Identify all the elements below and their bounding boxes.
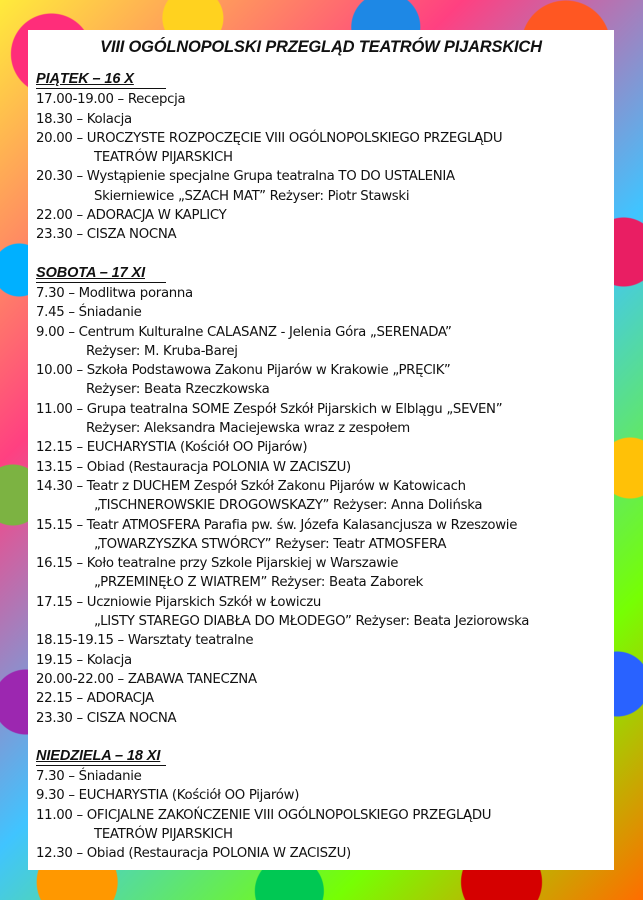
schedule-entry-continuation: TEATRÓW PIJARSKICH (94, 150, 233, 166)
schedule-entry: 17.15 – Uczniowie Pijarskich Szkół w Łowiczu (36, 594, 322, 610)
schedule-entry: 20.00 – UROCZYSTE ROZPOCZĘCIE VIII OGÓLNOPOLSKIEGO PRZEGLĄDU (36, 130, 503, 146)
schedule-entry: 14.30 – Teatr z DUCHEM Zespół Szkół Zakonu Pijarów w Katowicach (36, 478, 466, 494)
day-heading-saturday: SOBOTA – 17 XI (36, 264, 145, 281)
day-heading-sunday: NIEDZIELA – 18 XI (36, 747, 161, 764)
schedule-entry-continuation: Reżyser: Beata Rzeczkowska (86, 382, 270, 398)
schedule-entry-continuation: „TISCHNEROWSKIE DROGOWSKAZY” Reżyser: Anna Dolińska (94, 498, 483, 514)
schedule-entry: 7.45 – Śniadanie (36, 305, 142, 321)
schedule-entry: 20.00-22.00 – ZABAWA TANECZNA (36, 671, 257, 687)
schedule-content (36, 70, 611, 864)
schedule-entry: 16.15 – Koło teatralne przy Szkole Pijarskiej w Warszawie (36, 556, 399, 572)
schedule-entry: 11.00 – OFICJALNE ZAKOŃCZENIE VIII OGÓLNOPOLSKIEGO PRZEGLĄDU (36, 807, 492, 823)
schedule-entry: 11.00 – Grupa teatralna SOME Zespół Szkół Pijarskich w Elblągu „SEVEN” (36, 401, 503, 417)
schedule-entry: 22.00 – ADORACJA W KAPLICY (36, 208, 227, 224)
schedule-entry: 7.30 – Modlitwa poranna (36, 285, 193, 301)
spacer (36, 245, 611, 264)
schedule-entry: 23.30 – CISZA NOCNA (36, 710, 177, 726)
schedule-entry: 12.15 – EUCHARYSTIA (Kościół OO Pijarów) (36, 440, 308, 456)
schedule-entry: 22.15 – ADORACJA (36, 691, 154, 707)
schedule-panel (28, 30, 614, 870)
schedule-entry: 15.15 – Teatr ATMOSFERA Parafia pw. św. Józefa Kalasancjusza w Rzeszowie (36, 517, 518, 533)
schedule-entry-continuation: TEATRÓW PIJARSKICH (94, 826, 233, 842)
schedule-entry-continuation: Reżyser: Aleksandra Maciejewska wraz z zespołem (86, 421, 410, 437)
schedule-entry: 9.00 – Centrum Kulturalne CALASANZ - Jelenia Góra „SERENADA” (36, 324, 452, 340)
schedule-entry: 9.30 – EUCHARYSTIA (Kościół OO Pijarów) (36, 788, 300, 804)
schedule-entry-continuation: Reżyser: M. Kruba-Barej (86, 343, 238, 359)
schedule-entry: 13.15 – Obiad (Restauracja POLONIA W ZACISZU) (36, 459, 351, 475)
page-title: VIII OGÓLNOPOLSKI PRZEGLĄD TEATRÓW PIJARSKICH (100, 38, 542, 56)
schedule-entry-continuation: „PRZEMINĘŁO Z WIATREM” Reżyser: Beata Zaborek (94, 575, 424, 591)
day-heading-friday: PIĄTEK – 16 X (36, 71, 134, 87)
schedule-entry: 17.00-19.00 – Recepcja (36, 92, 186, 108)
schedule-entry-continuation: „TOWARZYSZKA STWÓRCY” Reżyser: Teatr ATMOSFERA (94, 536, 447, 552)
spacer (36, 728, 611, 747)
schedule-entry: 12.30 – Obiad (Restauracja POLONIA W ZACISZU) (36, 846, 351, 862)
schedule-entry-continuation: Skierniewice „SZACH MAT” Reżyser: Piotr Stawski (94, 188, 410, 204)
schedule-entry: 23.30 – CISZA NOCNA (36, 227, 177, 243)
schedule-entry: 10.00 – Szkoła Podstawowa Zakonu Pijarów w Krakowie „PRĘCIK” (36, 363, 451, 379)
schedule-entry: 18.15-19.15 – Warsztaty teatralne (36, 633, 254, 649)
schedule-entry: 18.30 – Kolacja (36, 111, 132, 127)
schedule-entry: 7.30 – Śniadanie (36, 769, 142, 785)
schedule-entry: 19.15 – Kolacja (36, 652, 132, 668)
schedule-entry-continuation: „LISTY STAREGO DIABŁA DO MŁODEGO” Reżyser: Beata Jeziorowska (94, 614, 530, 630)
schedule-entry: 20.30 – Wystąpienie specjalne Grupa teatralna TO DO USTALENIA (36, 169, 455, 185)
